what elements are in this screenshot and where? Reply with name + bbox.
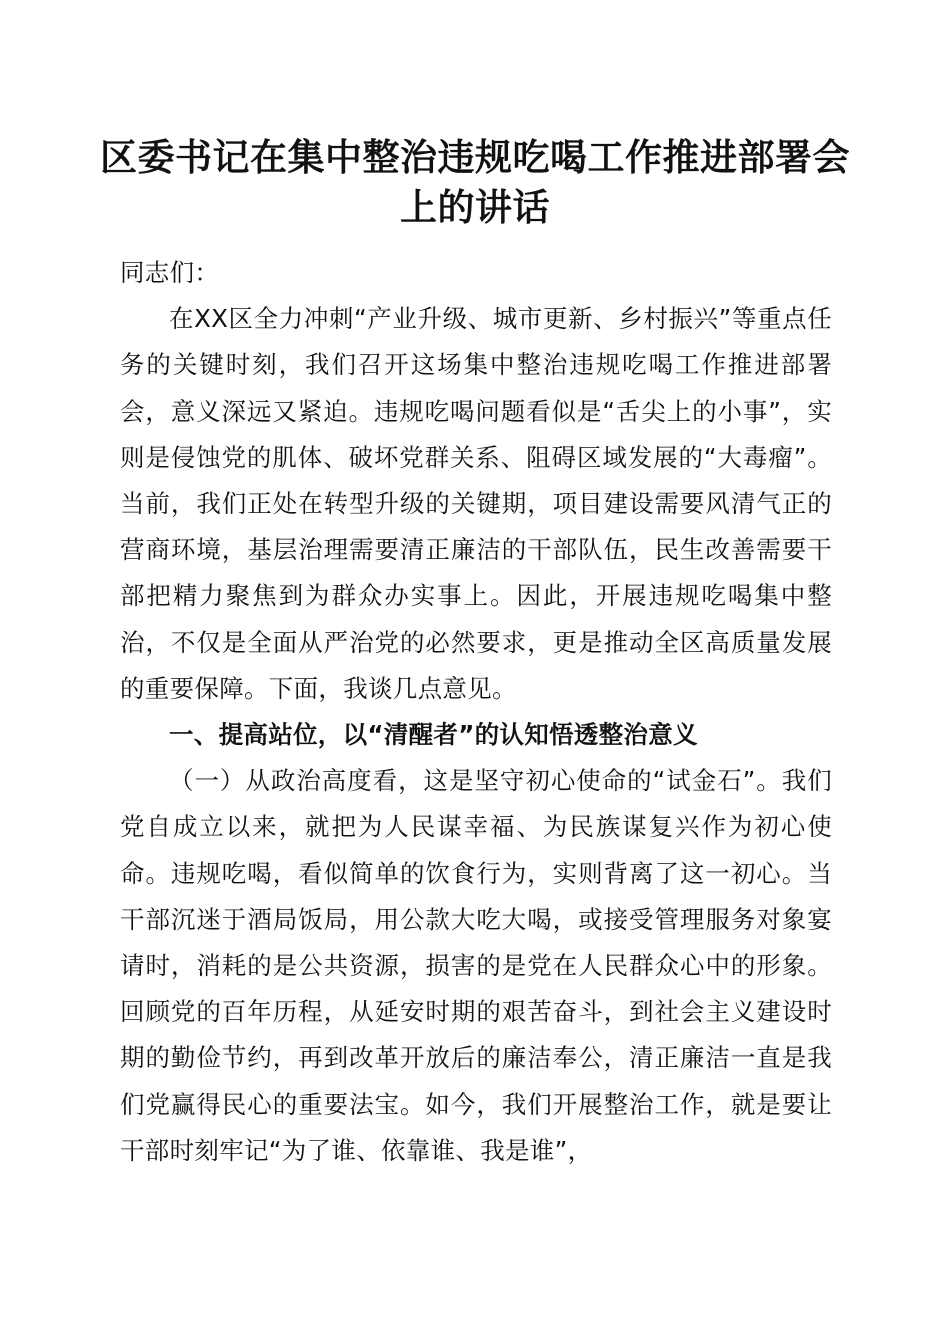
title-line-2: 上的讲话 — [400, 185, 550, 229]
document-body — [120, 250, 832, 1174]
subsection-paragraph-1: （一）从政治高度看，这是坚守初心使命的“试金石”。我们党自成立以来，就把为人民谋幸福、为民族谋复兴作为初心使命。违规吃喝，看似简单的饮食行为，实则背离了这一初心。当干部沉迷于酒局饭局，用公款大吃大喝，或接受管理服务对象宴请时，消耗的是公共资源，损害的是党在人民群众心中的形象。回顾党的百年历程，从延安时期的艰苦奋斗，到社会主义建设时期的勤俭节约，再到改革开放后的廉洁奉公，清正廉洁一直是我们党赢得民心的重要法宝。如今，我们开展整治工作，就是要让干部时刻牢记“为了谁、依靠谁、我是谁”， — [120, 766, 832, 1165]
salutation: 同志们： — [120, 258, 220, 287]
intro-paragraph: 在XX区全力冲刺“产业升级、城市更新、乡村振兴”等重点任务的关键时刻，我们召开这场集中整治违规吃喝工作推进部署会，意义深远又紧迫。违规吃喝问题看似是“舌尖上的小事”，实则是侵蚀党的肌体、破坏党群关系、阻碍区域发展的“大毒瘤”。当前，我们正处在转型升级的关键期，项目建设需要风清气正的营商环境，基层治理需要清正廉洁的干部队伍，民生改善需要干部把精力聚焦到为群众办实事上。因此，开展违规吃喝集中整治，不仅是全面从严治党的必然要求，更是推动全区高质量发展的重要保障。下面，我谈几点意见。 — [120, 304, 832, 703]
section-heading-1: 一、提高站位，以“清醒者”的认知悟透整治意义 — [169, 720, 698, 750]
document-title — [100, 132, 850, 232]
title-line-1: 区委书记在集中整治违规吃喝工作推进部署会 — [100, 135, 850, 179]
